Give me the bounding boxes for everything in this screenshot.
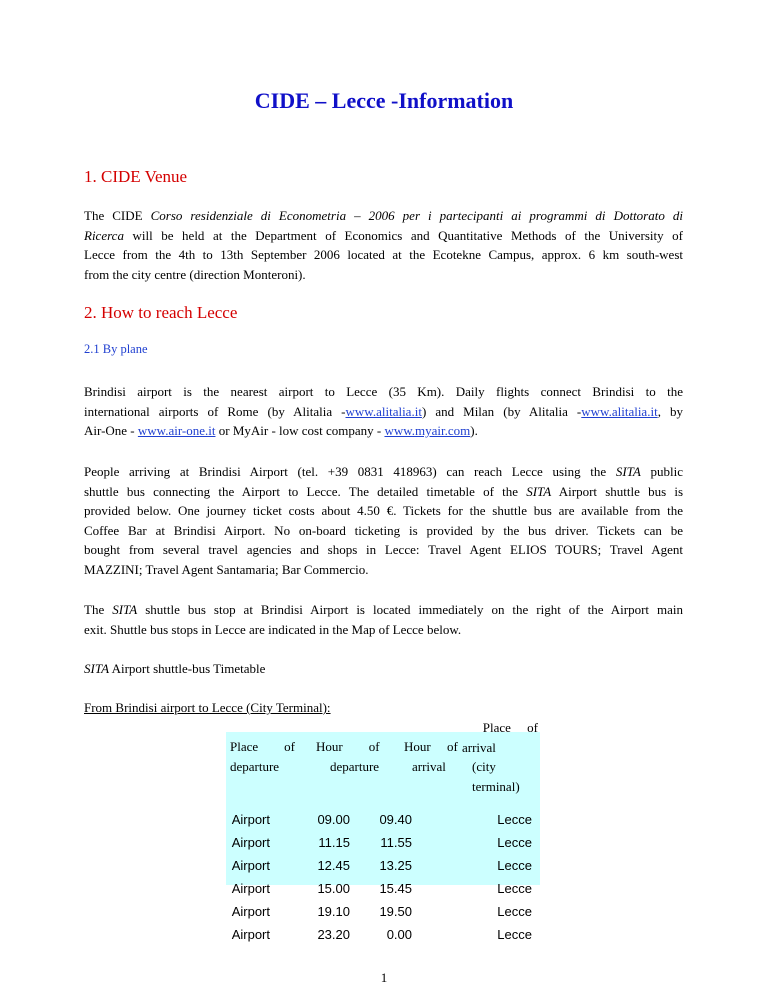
alitalia-link-2[interactable]: www.alitalia.it [581,403,658,419]
table-cell-dest: Lecce [497,835,532,850]
bus-stop-paragraph [84,600,683,639]
sita-name: SITA [84,661,110,676]
venue-text: Lecce from the 4th to 13th September 2006 located at the Ecotekne Campus, approx. 6 km south-west [84,247,683,263]
venue-text: will be held at the Department of Economics and Quantitative Methods of the University of [123,227,683,243]
table-cell-dep: 09.00 [317,812,350,827]
table-cell-dest: Lecce [497,812,532,827]
table-cell-dest: Lecce [497,904,532,919]
header-place-of-arrival: Place of arrival (city terminal) [462,720,538,794]
shuttle-text: Airport shuttle bus is [551,483,684,499]
bus-stop-text: exit. Shuttle bus stops in Lecce are indicated in the Map of Lecce below. [84,621,462,637]
flights-text: ) and Milan (by Alitalia - [421,403,582,419]
flights-text: international airports of Rome (by Alitalia - [84,403,346,419]
flights-text: ). [470,423,478,439]
table-cell-dep: 11.15 [318,835,350,850]
course-name-cont: Ricerca [84,227,124,243]
bus-stop-text: The [84,602,113,617]
shuttle-text: shuttle bus connecting the Airport to Lecce. The detailed timetable of the [84,483,527,499]
table-cell-place: Airport [231,881,270,896]
route-heading-text: From Brindisi airport to Lecce (City Terminal): [84,700,331,715]
table-cell-place: Airport [231,812,270,827]
page-title: CIDE – Lecce -Information [254,88,514,113]
table-cell-arr: 19.50 [379,904,412,919]
table-cell-dest: Lecce [497,881,532,896]
sita-name: SITA [112,602,138,617]
venue-paragraph [84,206,683,284]
route-heading [84,698,683,718]
table-cell-dep: 19.10 [317,904,350,919]
table-cell-arr: 09.40 [379,812,412,827]
course-name: Corso residenziale di Econometria – 2006 per i partecipanti ai programmi di Dottorato di [150,208,683,223]
table-cell-dep: 23.20 [317,927,350,942]
sita-name: SITA [526,483,552,499]
section-heading-cide-venue: 1. CIDE Venue [84,167,188,186]
alitalia-link[interactable]: www.alitalia.it [345,403,422,419]
shuttle-text: MAZZINI; Travel Agent Santamaria; Bar Commercio. [84,561,369,577]
header-hour-of-departure: Hour of departure [316,739,380,774]
flights-text: Brindisi airport is the nearest airport to Lecce (35 Km). Daily flights connect Brindisi to the [84,384,683,399]
timetable-table [226,720,540,942]
venue-text: The CIDE [84,208,151,223]
shuttle-text: public [640,464,683,479]
header-place-of-departure: Place of departure [230,739,295,774]
table-cell-dep: 12.45 [317,858,350,873]
header-hour-of-arrival: Hour of arrival [404,739,458,774]
flights-text: or MyAir - low cost company - [215,423,385,439]
table-cell-dest: Lecce [497,858,532,873]
subsection-heading-by-plane: 2.1 By plane [84,342,148,356]
table-cell-dest: Lecce [497,927,532,942]
shuttle-text: provided below. One journey ticket costs about 4.50 €. Tickets for the shuttle bus are available from the [84,503,683,519]
timetable-caption-text: Airport shuttle-bus Timetable [109,661,266,676]
flights-text: Air-One - [84,423,138,439]
air-one-link[interactable]: www.air-one.it [137,423,216,439]
flights-paragraph [84,382,683,441]
sita-name: SITA [615,464,641,479]
section-heading-how-to-reach: 2. How to reach Lecce [84,303,238,322]
table-cell-place: Airport [231,835,270,850]
page-number: 1 [380,970,388,985]
shuttle-text: Coffee Bar at Brindisi Airport. No on-board ticketing is provided by the bus driver. Tickets can be [84,522,683,538]
table-cell-place: Airport [231,927,270,942]
table-cell-arr: 13.25 [379,858,412,873]
shuttle-text: bought from several travel agencies and shops in Lecce: Travel Agent ELIOS TOURS; Travel Agent [84,542,683,558]
table-cell-arr: 15.45 [379,881,412,896]
myair-link[interactable]: www.myair.com [384,423,471,439]
shuttle-text: People arriving at Brindisi Airport (tel. +39 0831 418963) can reach Lecce using the [84,464,616,479]
timetable-caption [84,659,683,679]
shuttle-paragraph [84,462,683,580]
table-cell-place: Airport [231,858,270,873]
table-cell-arr: 11.55 [380,835,412,850]
flights-text: , by [657,403,683,419]
table-cell-arr: 0.00 [386,927,412,942]
table-cell-place: Airport [231,904,270,919]
table-cell-dep: 15.00 [317,881,350,896]
bus-stop-text: shuttle bus stop at Brindisi Airport is located immediately on the right of the Airport main [137,602,683,617]
venue-text: from the city centre (direction Monteroni). [84,266,306,282]
